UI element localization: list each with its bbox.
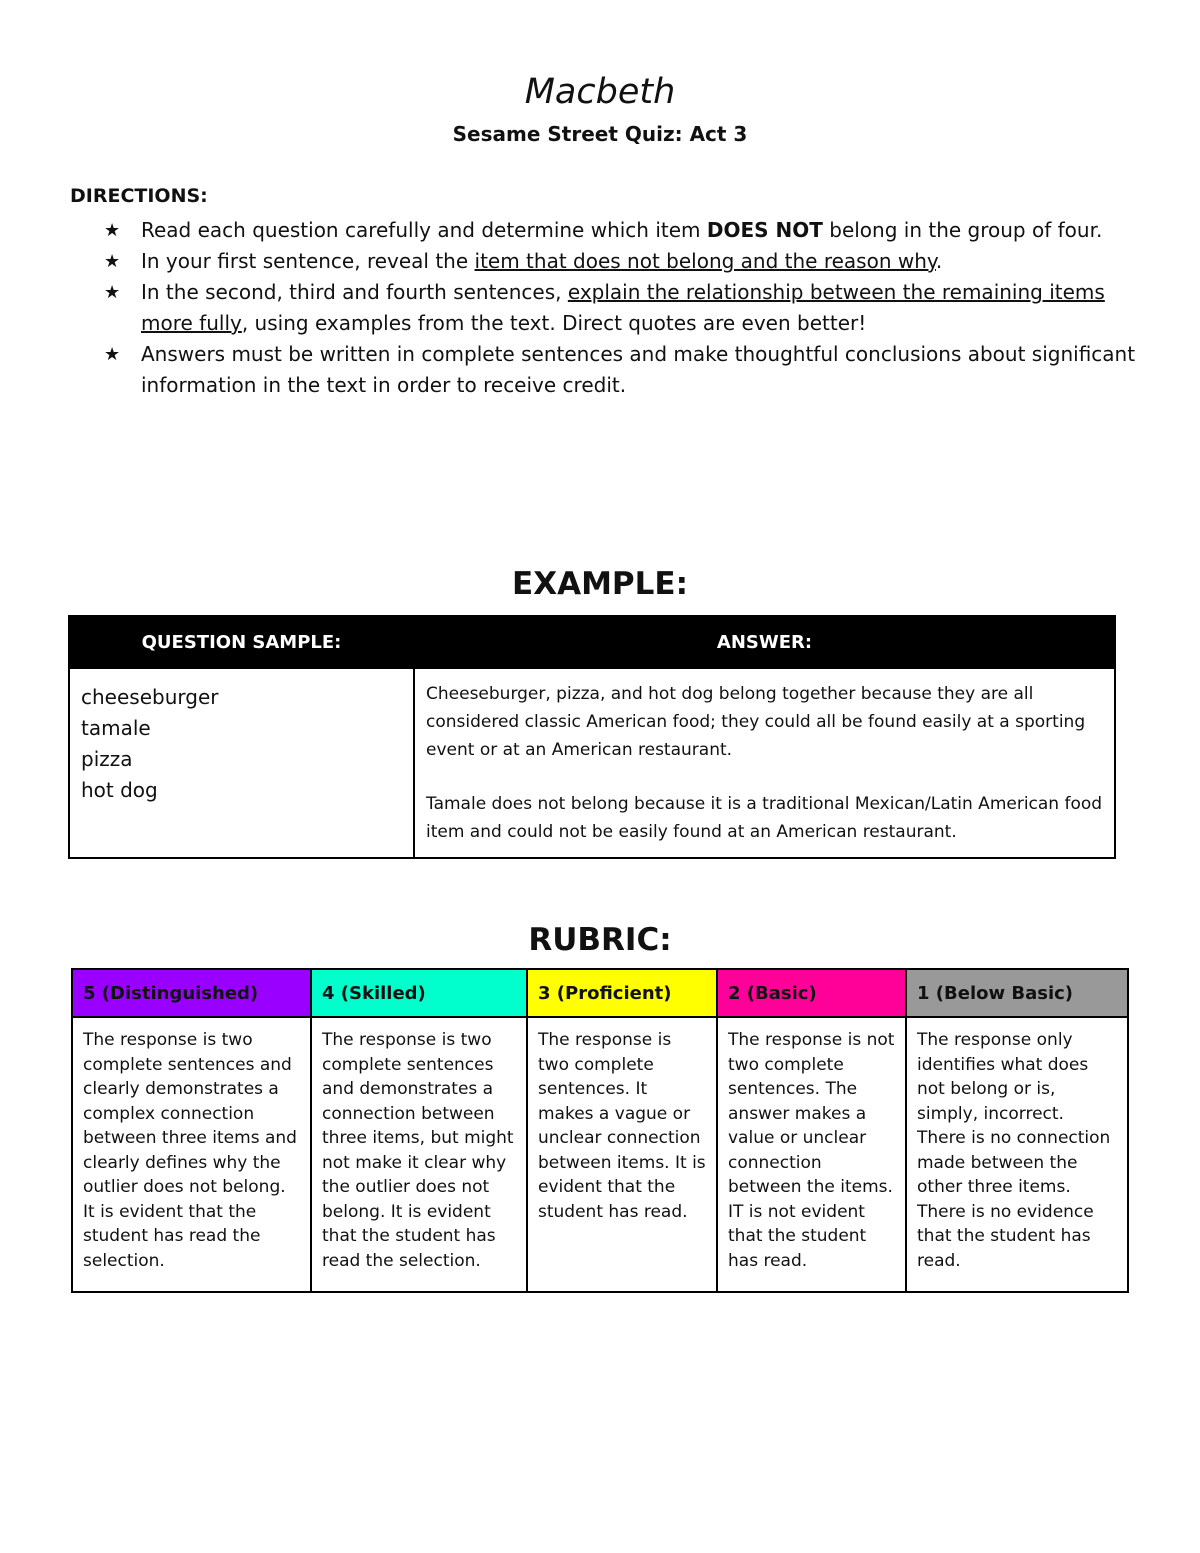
rubric-level-distinguished: 5 (Distinguished) [72,969,311,1017]
directions-list [104,215,1139,401]
direction-item: ★ Read each question carefully and determine which item DOES NOT belong in the group of four. [104,215,1139,246]
rubric-description: The response only identifies what does not belong or is, simply, incorrect. There is no connection made between the other three items. There is no evidence that the student has read. [906,1017,1128,1292]
example-heading: EXAMPLE: [512,566,688,602]
star-bullet-icon: ★ [104,251,121,272]
rubric-level-below-basic: 1 (Below Basic) [906,969,1128,1017]
rubric-level-basic: 2 (Basic) [717,969,906,1017]
direction-item: ★ In the second, third and fourth sentences, explain the relationship between the remaining items more fully, using examples from the text. Direct quotes are even better! [104,277,1139,339]
star-bullet-icon: ★ [104,282,121,303]
question-sample-cell [69,668,414,858]
direction-item: ★ In your first sentence, reveal the item that does not belong and the reason why. [104,246,1139,277]
rubric-description: The response is two complete sentences and demonstrates a connection between three items, but might not make it clear why the outlier does not belong. It is evident that the student has read the selection. [311,1017,527,1292]
rubric-description: The response is two complete sentences and clearly demonstrates a complex connection between three items and clearly defines why the outlier does not belong. It is evident that the student has read the selection. [72,1017,311,1292]
answer-header: ANSWER: [414,616,1115,668]
question-sample-header: QUESTION SAMPLE: [69,616,414,668]
sample-item: hot dog [81,778,158,802]
example-table [68,615,1116,859]
document-title: Macbeth [524,72,676,112]
rubric-level-skilled: 4 (Skilled) [311,969,527,1017]
rubric-heading: RUBRIC: [528,922,672,958]
directions-heading: DIRECTIONS: [70,185,208,207]
sample-item: cheeseburger [81,685,219,709]
star-bullet-icon: ★ [104,344,121,365]
direction-item: ★ Answers must be written in complete sentences and make thoughtful conclusions about significant information in the text in order to receive credit. [104,339,1139,401]
answer-cell [414,668,1115,858]
star-bullet-icon: ★ [104,220,121,241]
rubric-description: The response is two complete sentences. It makes a vague or unclear connection between items. It is evident that the student has read. [527,1017,717,1292]
sample-item: pizza [81,747,133,771]
rubric-table [71,968,1129,1293]
document-subtitle: Sesame Street Quiz: Act 3 [452,122,748,146]
answer-paragraph: Tamale does not belong because it is a traditional Mexican/Latin American food item and could not be easily found at an American restaurant. [426,794,1103,842]
rubric-description: The response is not two complete sentences. The answer makes a value or unclear connection between the items. IT is not evident that the student has read. [717,1017,906,1292]
rubric-level-proficient: 3 (Proficient) [527,969,717,1017]
sample-item: tamale [81,716,151,740]
answer-paragraph: Cheeseburger, pizza, and hot dog belong together because they are all considered classic American food; they could all be found easily at a sporting event or at an American restaurant. [426,684,1086,760]
